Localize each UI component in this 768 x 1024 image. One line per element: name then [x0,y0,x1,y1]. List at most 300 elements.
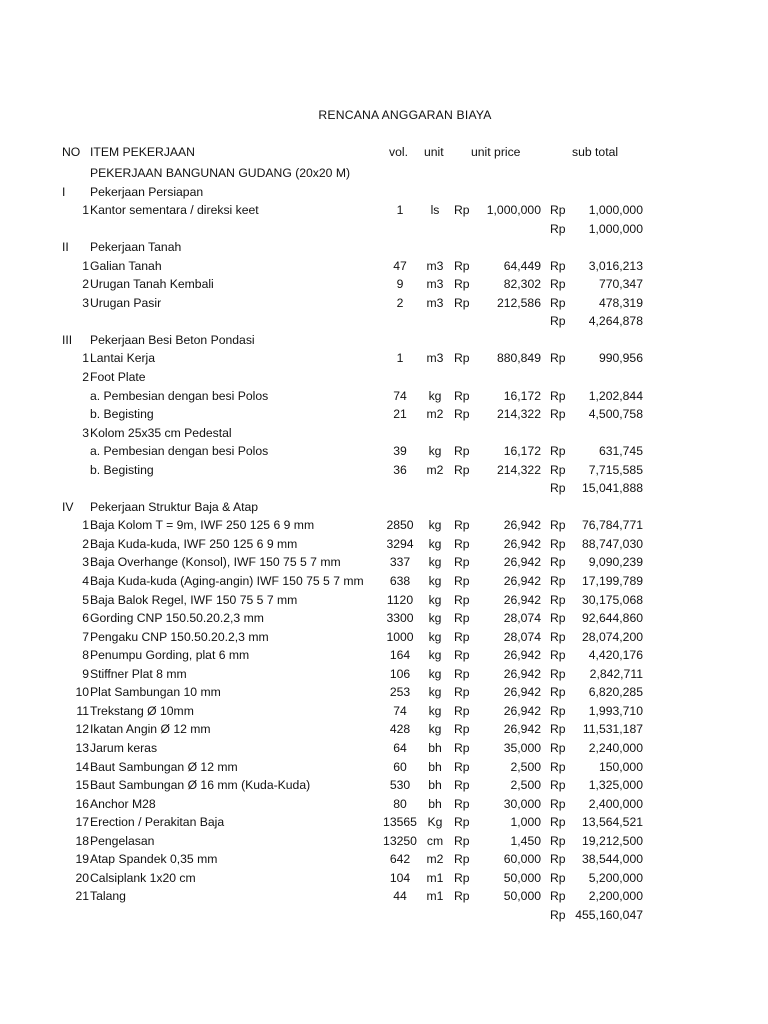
unit-value: cm [426,833,444,848]
currency-label: Rp [550,629,566,644]
unit-price-value: 50,000 [503,870,541,885]
unit-price-value: 26,942 [503,722,541,737]
currency-label: Rp [454,648,470,663]
item-number: 2 [82,277,89,292]
volume-value: 530 [389,778,411,793]
unit-value: bh [428,740,442,755]
table-row [0,553,768,572]
subtotal-value: 1,325,000 [588,778,643,793]
subtotal-value: 88,747,030 [582,536,643,551]
currency-label: Rp [454,388,470,403]
unit-price-value: 1,000 [510,815,541,830]
item-number: 16 [75,796,89,811]
table-row [0,257,768,276]
header-item: ITEM PEKERJAAN [90,145,195,159]
table-row [0,702,768,721]
subtotal-value: 28,074,200 [582,629,643,644]
table-row [0,275,768,294]
currency-label: Rp [454,351,470,366]
unit-value: m1 [426,889,444,904]
item-description: Baut Sambungan Ø 16 mm (Kuda-Kuda) [90,778,311,793]
item-description: Erection / Perakitan Baja [90,815,225,830]
unit-price-value: 64,449 [503,258,541,273]
item-description: Pekerjaan Persiapan [90,184,204,199]
unit-price-value: 2,500 [510,778,541,793]
table-row [0,869,768,888]
table-row [0,776,768,795]
unit-value: m3 [426,351,444,366]
currency-label: Rp [454,611,470,626]
table-row [0,294,768,313]
unit-price-value: 16,172 [503,388,541,403]
unit-value: ls [430,203,440,218]
section-number: IV [62,499,74,514]
table-row [0,683,768,702]
subtotal-value: 150,000 [598,759,643,774]
currency-label: Rp [550,852,566,867]
item-number: 9 [82,666,89,681]
table-row [0,442,768,461]
currency-label: Rp [550,759,566,774]
unit-price-value: 214,322 [496,462,541,477]
subtotal-value: 6,820,285 [588,685,643,700]
item-number: 4 [82,574,89,589]
subtotal-value: 9,090,239 [588,555,643,570]
currency-label: Rp [550,870,566,885]
item-description: Lantai Kerja [90,351,156,366]
currency-label: Rp [454,796,470,811]
unit-value: bh [428,796,442,811]
section-total-row [0,906,768,925]
item-number: 11 [76,703,89,718]
currency-label: Rp [550,444,566,459]
unit-price-value: 26,942 [503,536,541,551]
subtotal-value: 455,160,047 [575,907,643,922]
item-number: 20 [75,870,89,885]
item-description: Pekerjaan Besi Beton Pondasi [90,332,255,347]
table-row [0,887,768,906]
item-description: Foot Plate [90,370,146,385]
unit-price-value: 1,450 [510,833,541,848]
volume-value: 253 [389,685,411,700]
currency-label: Rp [550,555,566,570]
currency-label: Rp [550,703,566,718]
currency-label: Rp [454,833,470,848]
subtotal-value: 4,420,176 [588,648,643,663]
item-number: 3 [82,425,89,440]
item-description: Kantor sementara / direksi keet [90,203,259,218]
subtotal-value: 5,200,000 [588,870,643,885]
item-number: 2 [82,536,89,551]
currency-label: Rp [550,611,566,626]
item-description: Pekerjaan Tanah [90,240,182,255]
table-row [0,424,768,443]
unit-value: m2 [426,407,444,422]
volume-value: 1 [396,203,404,218]
unit-value: kg [428,703,442,718]
header-vol: vol. [389,145,408,159]
subtotal-value: 7,715,585 [588,462,643,477]
unit-value: kg [428,388,442,403]
header-unit: unit [424,145,444,159]
item-description: Ikatan Angin Ø 12 mm [90,722,211,737]
currency-label: Rp [454,407,470,422]
currency-label: Rp [454,778,470,793]
header-unit-price: unit price [471,145,521,159]
volume-value: 1000 [386,629,414,644]
subtotal-value: 478,319 [598,295,643,310]
unit-price-value: 26,942 [503,592,541,607]
subtotal-value: 30,175,068 [582,592,643,607]
currency-label: Rp [454,852,470,867]
unit-value: kg [428,611,442,626]
item-number: 8 [82,648,89,663]
header-no: NO [62,145,81,159]
currency-label: Rp [550,518,566,533]
currency-label: Rp [550,722,566,737]
item-number: 15 [75,778,89,793]
subtotal-value: 2,200,000 [588,889,643,904]
item-description: Penumpu Gording, plat 6 mm [90,648,250,663]
item-description: Urugan Pasir [90,295,162,310]
item-number: 21 [75,889,89,904]
item-description: Pekerjaan Struktur Baja & Atap [90,499,259,514]
volume-value: 39 [393,444,407,459]
currency-label: Rp [454,462,470,477]
subtotal-value: 3,016,213 [588,258,643,273]
unit-value: m2 [426,462,444,477]
unit-value: m3 [426,295,444,310]
currency-label: Rp [550,648,566,663]
unit-value: kg [428,666,442,681]
currency-label: Rp [550,258,566,273]
item-number: 6 [82,611,89,626]
item-description: Galian Tanah [90,258,162,273]
currency-label: Rp [550,351,566,366]
currency-label: Rp [550,314,566,329]
unit-value: m3 [426,277,444,292]
currency-label: Rp [550,685,566,700]
volume-value: 1 [396,351,404,366]
subtotal-value: 1,000,000 [588,203,643,218]
table-row [0,368,768,387]
currency-label: Rp [454,722,470,737]
unit-price-value: 26,942 [503,685,541,700]
unit-value: bh [428,778,442,793]
table-row [0,628,768,647]
unit-price-value: 26,942 [503,518,541,533]
currency-label: Rp [454,666,470,681]
item-description: Pengelasan [90,833,155,848]
currency-label: Rp [550,592,566,607]
unit-price-value: 214,322 [496,407,541,422]
volume-value: 74 [393,388,407,403]
subtotal-value: 11,531,187 [582,722,643,737]
table-row [0,349,768,368]
subtotal-value: 1,202,844 [588,388,643,403]
item-number: 1 [82,351,89,366]
item-description: Atap Spandek 0,35 mm [90,852,218,867]
item-number: 3 [82,555,89,570]
currency-label: Rp [454,258,470,273]
section-number: I [62,184,66,199]
volume-value: 2850 [386,518,414,533]
section-header-row [0,331,768,350]
item-description: PEKERJAAN BANGUNAN GUDANG (20x20 M) [90,166,351,180]
table-row [0,665,768,684]
currency-label: Rp [550,203,566,218]
section-total-row [0,220,768,239]
item-description: Plat Sambungan 10 mm [90,685,221,700]
currency-label: Rp [550,907,566,922]
unit-price-value: 26,942 [503,648,541,663]
item-description: Baja Overhange (Konsol), IWF 150 75 5 7 mm [90,555,341,570]
item-description: Calsiplank 1x20 cm [90,870,196,885]
currency-label: Rp [454,574,470,589]
volume-value: 80 [393,796,407,811]
currency-label: Rp [454,518,470,533]
table-row [0,739,768,758]
unit-value: kg [428,722,442,737]
unit-price-value: 880,849 [496,351,541,366]
subtotal-value: 1,000,000 [588,221,643,236]
table-row [0,646,768,665]
unit-value: kg [428,648,442,663]
unit-price-value: 2,500 [510,759,541,774]
subtotal-value: 990,956 [598,351,643,366]
currency-label: Rp [454,536,470,551]
item-number: 10 [75,685,89,700]
currency-label: Rp [454,444,470,459]
table-row [0,572,768,591]
item-number: 1 [82,203,89,218]
table-row [0,758,768,777]
volume-value: 104 [389,870,411,885]
unit-value: m1 [426,870,444,885]
budget-table [0,164,768,924]
volume-value: 47 [393,258,407,273]
currency-label: Rp [454,740,470,755]
item-description: a. Pembesian dengan besi Polos [90,444,269,459]
item-number: 17 [75,815,89,830]
unit-price-value: 35,000 [503,740,541,755]
section-header-row [0,183,768,202]
volume-value: 3294 [386,536,414,551]
section-total-row [0,479,768,498]
unit-value: kg [428,685,442,700]
item-description: Trekstang Ø 10mm [90,703,194,718]
volume-value: 337 [389,555,411,570]
table-row [0,832,768,851]
volume-value: 1120 [386,592,414,607]
subtotal-value: 770,347 [598,277,643,292]
item-description: a. Pembesian dengan besi Polos [90,388,269,403]
currency-label: Rp [550,481,566,496]
unit-price-value: 212,586 [496,295,541,310]
currency-label: Rp [550,536,566,551]
volume-value: 13250 [383,833,417,848]
table-row [0,591,768,610]
unit-value: kg [428,555,442,570]
subtotal-value: 19,212,500 [582,833,643,848]
volume-value: 2 [396,295,404,310]
volume-value: 428 [389,722,411,737]
unit-price-value: 28,074 [503,611,541,626]
table-row [0,813,768,832]
unit-price-value: 16,172 [503,444,541,459]
currency-label: Rp [454,629,470,644]
item-description: Gording CNP 150.50.20.2,3 mm [90,611,264,626]
section-number: III [62,332,73,347]
item-number: 19 [75,852,89,867]
subtotal-value: 1,993,710 [588,703,643,718]
item-description: Stiffner Plat 8 mm [90,666,187,681]
item-number: 1 [82,518,89,533]
subtotal-value: 4,264,878 [588,314,643,329]
currency-label: Rp [550,666,566,681]
subtotal-value: 38,544,000 [582,852,643,867]
subtotal-value: 2,842,711 [589,666,643,681]
table-row [0,201,768,220]
item-number: 7 [82,629,89,644]
unit-price-value: 26,942 [503,574,541,589]
subtotal-value: 15,041,888 [582,481,643,496]
currency-label: Rp [550,740,566,755]
item-number: 5 [82,592,89,607]
subtotal-value: 92,644,860 [582,611,643,626]
table-row [0,850,768,869]
unit-value: kg [428,574,442,589]
currency-label: Rp [550,574,566,589]
volume-value: 74 [393,703,407,718]
currency-label: Rp [454,555,470,570]
volume-value: 64 [393,740,407,755]
currency-label: Rp [454,815,470,830]
unit-price-value: 1,000,000 [486,203,541,218]
volume-value: 36 [393,462,407,477]
currency-label: Rp [454,295,470,310]
unit-value: m2 [426,852,444,867]
volume-value: 106 [389,666,411,681]
subtotal-value: 631,745 [598,444,643,459]
table-row [0,535,768,554]
item-description: Anchor M28 [90,796,156,811]
item-number: 2 [82,370,89,385]
table-row [0,164,768,183]
volume-value: 164 [389,648,411,663]
volume-value: 9 [396,277,404,292]
table-row [0,609,768,628]
document-title: RENCANA ANGGARAN BIAYA [318,108,492,122]
currency-label: Rp [550,407,566,422]
currency-label: Rp [550,295,566,310]
item-number: 13 [75,740,89,755]
subtotal-value: 2,400,000 [588,796,643,811]
volume-value: 21 [393,407,407,422]
subtotal-value: 17,199,789 [582,574,643,589]
item-description: Baja Kuda-kuda, IWF 250 125 6 9 mm [90,536,298,551]
section-number: II [62,240,69,255]
unit-value: kg [428,518,442,533]
table-row [0,405,768,424]
currency-label: Rp [550,221,566,236]
unit-value: kg [428,536,442,551]
item-description: Kolom 25x35 cm Pedestal [90,425,232,440]
unit-value: Kg [427,815,443,830]
unit-value: kg [428,629,442,644]
item-description: Jarum keras [90,740,158,755]
currency-label: Rp [454,703,470,718]
header-sub-total: sub total [572,145,619,159]
item-description: b. Begisting [90,407,154,422]
subtotal-value: 13,564,521 [582,815,643,830]
item-description: Pengaku CNP 150.50.20.2,3 mm [90,629,269,644]
currency-label: Rp [454,889,470,904]
currency-label: Rp [454,685,470,700]
currency-label: Rp [454,870,470,885]
section-header-row [0,238,768,257]
currency-label: Rp [550,778,566,793]
currency-label: Rp [454,592,470,607]
section-total-row [0,312,768,331]
currency-label: Rp [550,815,566,830]
unit-price-value: 30,000 [503,796,541,811]
currency-label: Rp [550,889,566,904]
currency-label: Rp [550,796,566,811]
item-number: 12 [75,722,89,737]
table-row [0,720,768,739]
table-row [0,387,768,406]
item-description: b. Begisting [90,462,154,477]
unit-price-value: 50,000 [503,889,541,904]
subtotal-value: 4,500,758 [588,407,643,422]
unit-value: bh [428,759,442,774]
item-description: Baut Sambungan Ø 12 mm [90,759,238,774]
currency-label: Rp [550,833,566,848]
table-row [0,795,768,814]
item-description: Baja Kuda-kuda (Aging-angin) IWF 150 75 5 7 mm [90,574,364,589]
item-description: Baja Kolom T = 9m, IWF 250 125 6 9 mm [90,518,315,533]
unit-value: m3 [426,258,444,273]
item-number: 18 [75,833,89,848]
subtotal-value: 76,784,771 [582,518,643,533]
unit-value: kg [428,444,442,459]
volume-value: 60 [393,759,407,774]
currency-label: Rp [454,203,470,218]
currency-label: Rp [550,277,566,292]
section-header-row [0,498,768,517]
volume-value: 642 [389,852,411,867]
item-number: 14 [75,759,89,774]
item-description: Talang [90,889,126,904]
unit-price-value: 82,302 [503,277,541,292]
unit-price-value: 26,942 [503,555,541,570]
subtotal-value: 2,240,000 [588,740,643,755]
unit-price-value: 28,074 [503,629,541,644]
table-row [0,461,768,480]
item-number: 1 [82,258,89,273]
item-description: Urugan Tanah Kembali [90,277,214,292]
unit-price-value: 26,942 [503,703,541,718]
currency-label: Rp [454,759,470,774]
table-row [0,516,768,535]
unit-price-value: 60,000 [503,852,541,867]
volume-value: 44 [393,889,407,904]
currency-label: Rp [550,462,566,477]
unit-value: kg [428,592,442,607]
volume-value: 13565 [383,815,417,830]
item-description: Baja Balok Regel, IWF 150 75 5 7 mm [90,592,298,607]
